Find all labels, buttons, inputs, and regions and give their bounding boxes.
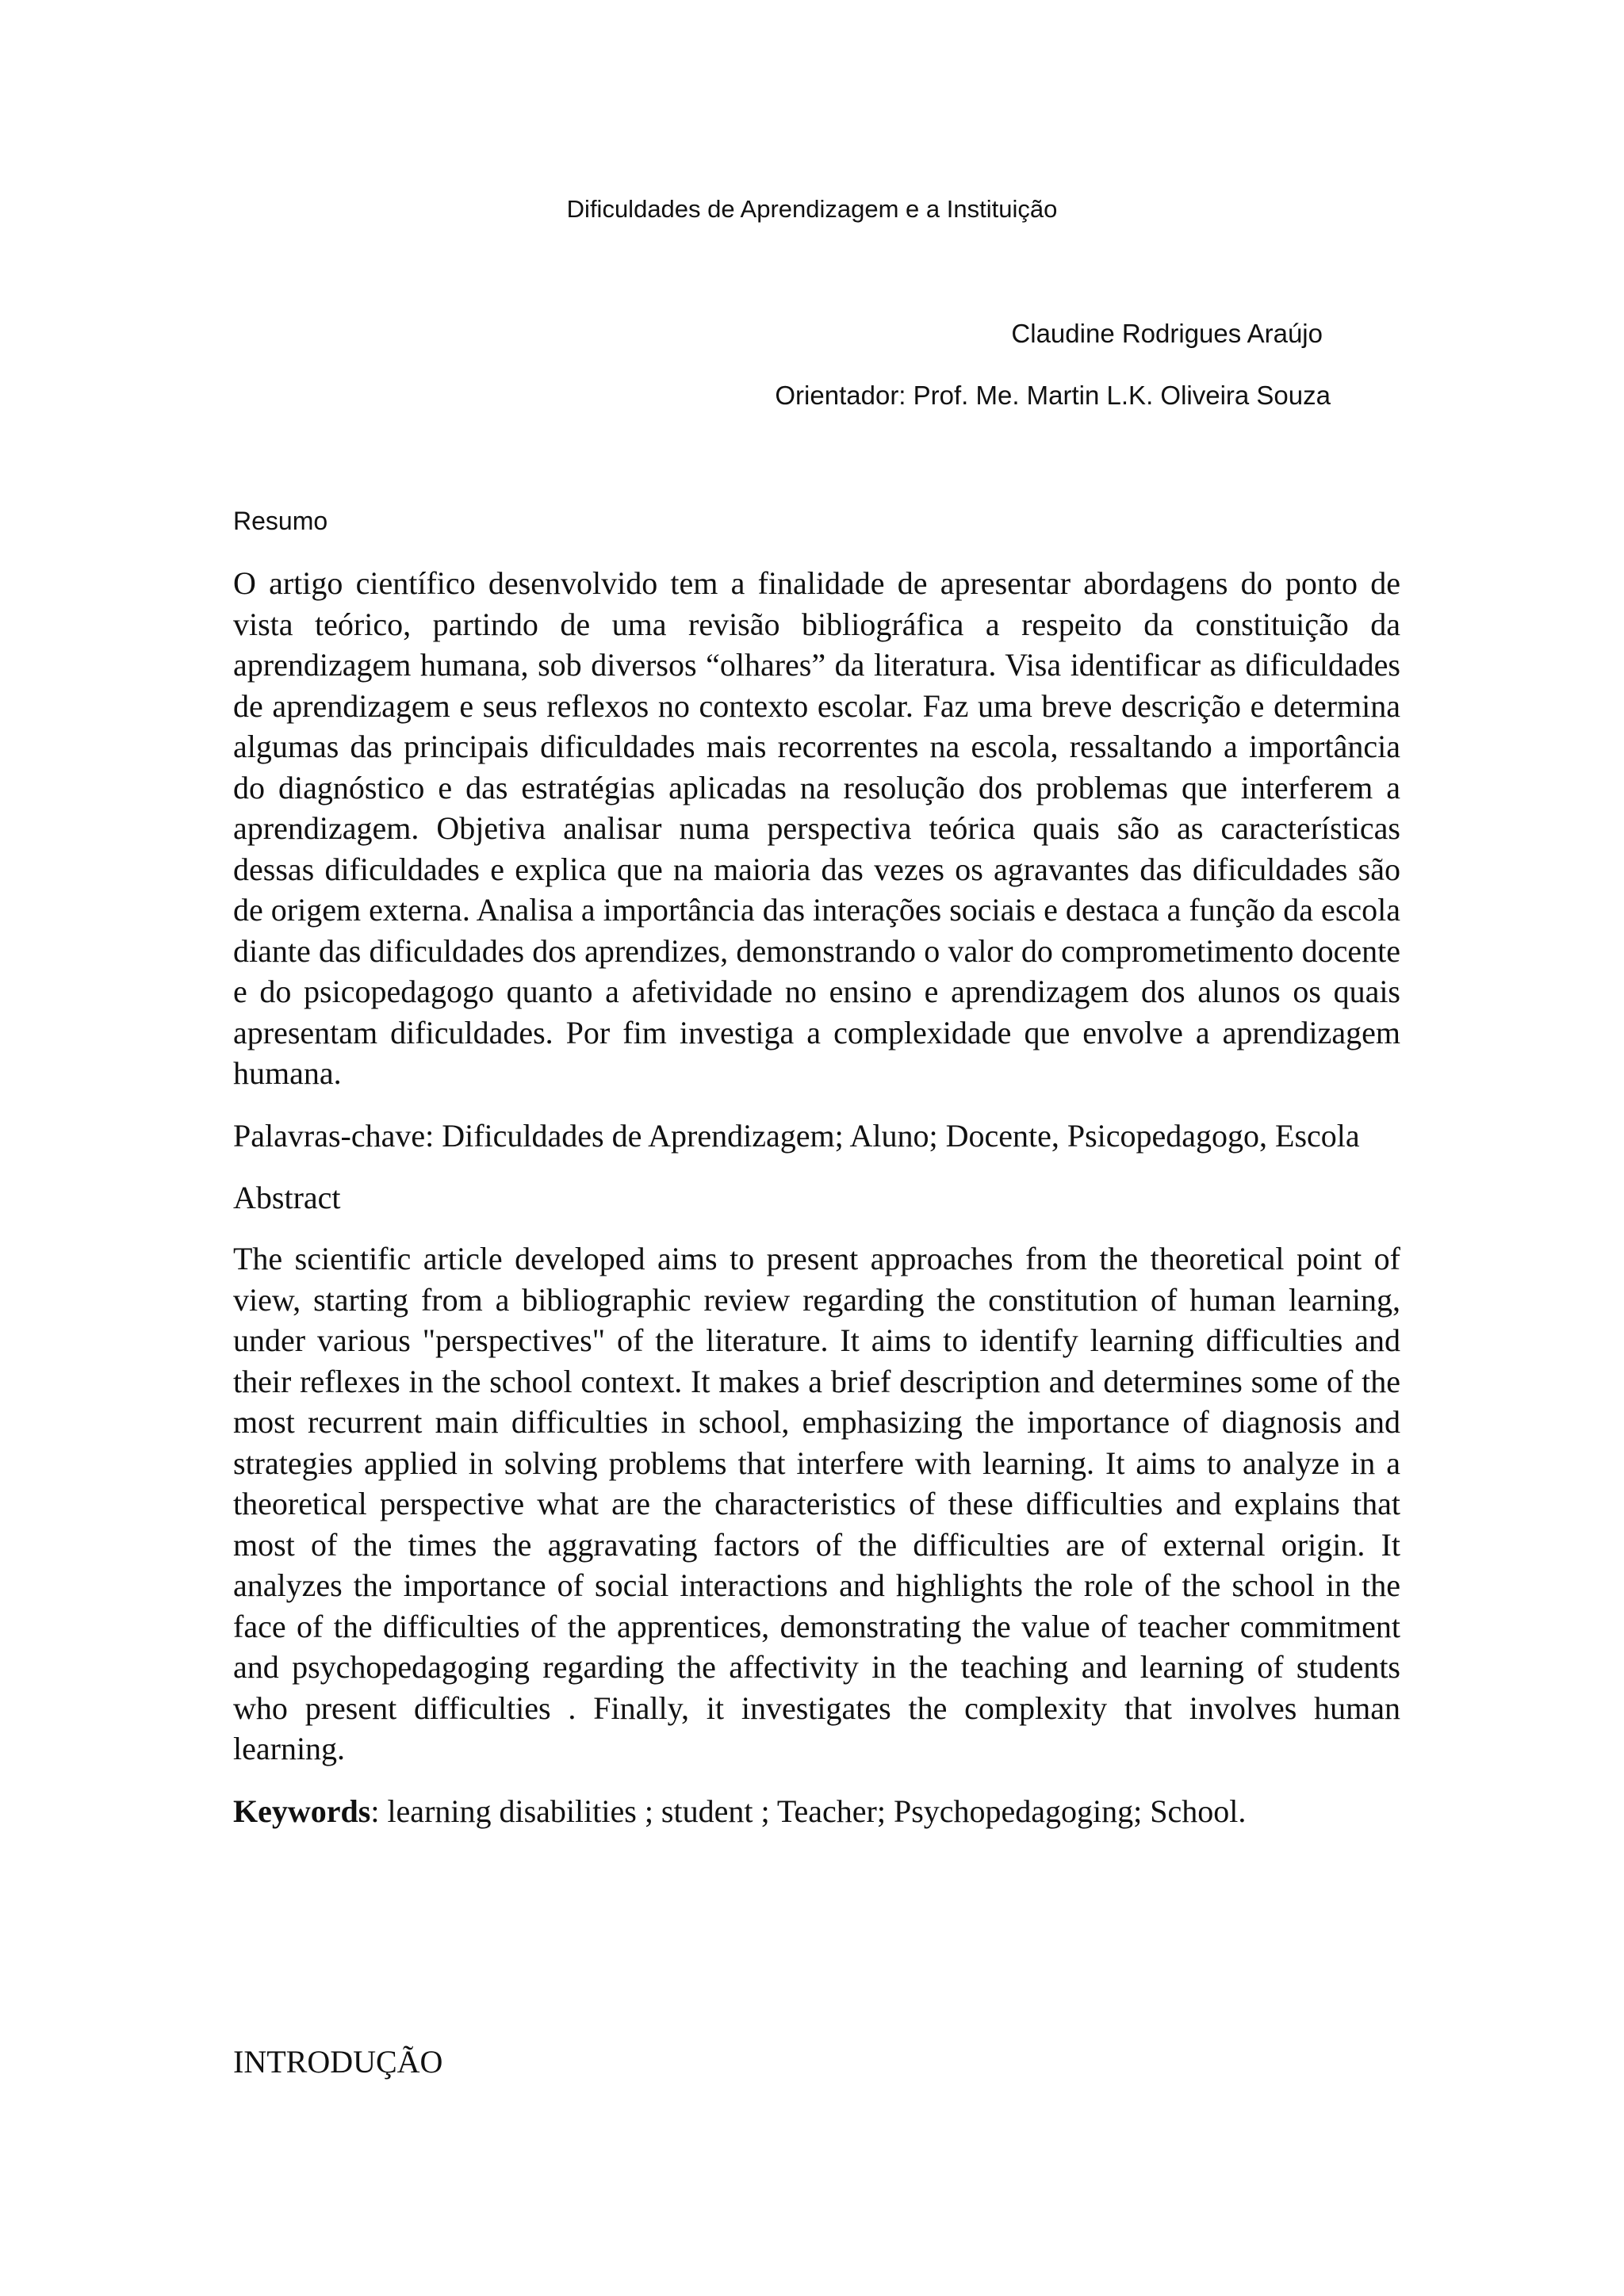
keywords-text: : learning disabilities ; student ; Teacher; Psychopedagoging; School. [370,1793,1247,1829]
resumo-paragraph: O artigo científico desenvolvido tem a finalidade de apresentar abordagens do ponto de vista teórico, partindo de uma revisão bibliográfica a respeito da constituição da aprendizagem humana, sob diversos “olhares” da literatura. Visa identificar as dificuldades de aprendizagem e seus reflexos no contexto escolar. Faz uma breve descrição e determina algumas das principais dificuldades mais recorrentes na escola, ressaltando a importância do diagnóstico e das estratégias aplicadas na resolução dos problemas que interferem a aprendizagem. Objetiva analisar numa perspectiva teórica quais são as características dessas dificuldades e explica que na maioria das vezes os agravantes das dificuldades são de origem externa. Analisa a importância das interações sociais e destaca a função da escola diante das dificuldades dos aprendizes, demonstrando o valor do comprometimento docente e do psicopedagogo quanto a afetividade no ensino e aprendizagem dos alunos os quais apresentam dificuldades. Por fim investiga a complexidade que envolve a aprendizagem humana. [233,565,1400,1091]
keywords-label: Keywords [233,1793,371,1829]
introduction-heading: INTRODUÇÃO [233,2044,443,2080]
abstract-section [233,1238,1400,1770]
abstract-heading: Abstract [233,1180,341,1215]
advisor-line: Orientador: Prof. Me. Martin L.K. Oliveira Souza [775,381,1331,410]
abstract-paragraph: The scientific article developed aims to present approaches from the theoretical point of view, starting from a bibliographic review regarding the constitution of human learning, under various "perspectives" of the literature. It aims to identify learning difficulties and their reflexes in the school context. It makes a brief description and determines some of the most recurrent main difficulties in school, emphasizing the importance of diagnosis and strategies applied in solving problems that interfere with learning. It aims to analyze in a theoretical perspective what are the characteristics of these difficulties and explains that most of the times the aggravating factors of the difficulties are of external origin. It analyzes the importance of social interactions and highlights the role of the school in the face of the difficulties of the apprentices, demonstrating the value of teacher commitment and psychopedagoging regarding the affectivity in the teaching and learning of students who present difficulties . Finally, it investigates the complexity that involves human learning. [233,1241,1400,1766]
keywords-line [233,1791,1400,1832]
author-name: Claudine Rodrigues Araújo [1011,319,1323,348]
resumo-heading: Resumo [233,507,328,535]
resumo-section [233,563,1400,1094]
palavras-chave: Palavras-chave: Dificuldades de Aprendizagem; Aluno; Docente, Psicopedagogo, Escola [233,1118,1360,1154]
document-title: Dificuldades de Aprendizagem e a Instituição [566,195,1058,223]
